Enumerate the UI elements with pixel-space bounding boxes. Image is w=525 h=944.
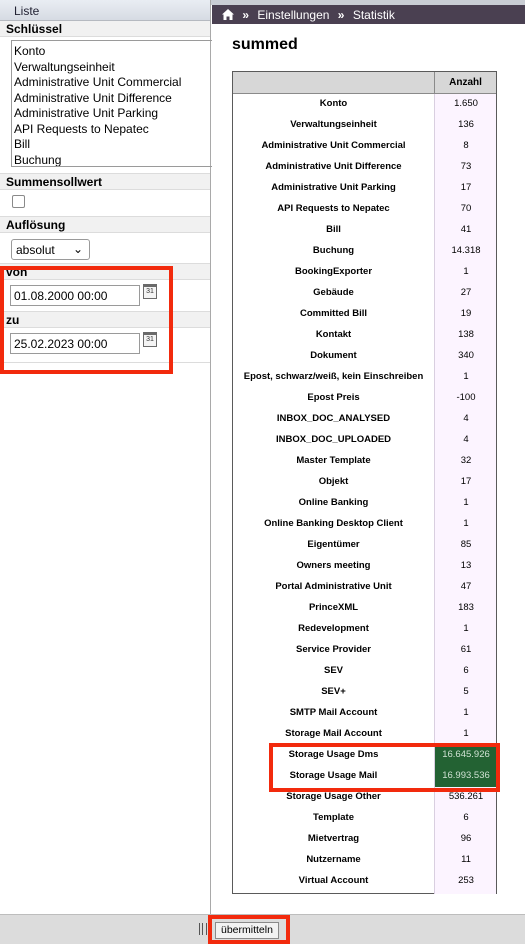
row-value: 536.261 [448,791,484,802]
schluessel-listbox[interactable] [11,40,212,167]
table-row [233,871,496,892]
row-value: 138 [458,329,474,340]
table-row [233,514,496,535]
submit-button[interactable]: übermitteln [215,922,279,939]
table-row [233,745,496,766]
row-value: 61 [460,644,472,655]
row-key: Epost Preis [307,392,360,403]
row-key: Administrative Unit Parking [271,182,396,193]
breadcrumb [212,5,525,24]
listbox-option[interactable]: Konto [14,44,46,58]
row-value: 136 [458,119,474,130]
row-value: 1.650 [454,98,478,109]
row-key: Administrative Unit Difference [265,161,402,172]
table-row [233,241,496,262]
row-value: 1 [463,497,469,508]
row-key: Eigentümer [307,539,360,550]
row-key: SEV+ [321,686,346,697]
listbox-option[interactable]: Bill [14,137,31,151]
von-label: von [0,264,210,280]
von-date-input[interactable]: 01.08.2000 00:00 [10,285,140,306]
row-value: 19 [460,308,472,319]
tab-liste[interactable]: Liste [0,0,210,21]
row-key: Gebäude [313,287,354,298]
table-row [233,388,496,409]
row-key: Administrative Unit Commercial [261,140,406,151]
row-value: 6 [463,812,469,823]
row-value: 16.993.536 [435,766,497,787]
breadcrumb-einstellungen[interactable]: Einstellungen [257,8,330,22]
table-row [233,325,496,346]
row-value: 6 [463,665,469,676]
home-icon[interactable] [222,9,234,20]
zu-date-input[interactable]: 25.02.2023 00:00 [10,333,140,354]
table-row [233,640,496,661]
row-value: 1 [463,371,469,382]
table-row [233,304,496,325]
table-row [233,178,496,199]
table-header [233,72,496,94]
table-row [233,661,496,682]
row-value: 14.318 [451,245,481,256]
table-row [233,157,496,178]
row-key: INBOX_DOC_ANALYSED [276,413,391,424]
row-value: 4 [463,413,469,424]
table-row [233,598,496,619]
row-value: 17 [460,476,472,487]
row-key: Nutzername [306,854,361,865]
table-row [233,262,496,283]
row-value: 17 [460,182,472,193]
table-row [233,850,496,871]
listbox-option[interactable]: API Requests to Nepatec [14,121,149,136]
row-key: BookingExporter [294,266,373,277]
row-key: SMTP Mail Account [289,707,378,718]
row-key: Dokument [310,350,357,361]
table-row [233,703,496,724]
row-key: Objekt [318,476,349,487]
listbox-option[interactable]: Buchung [14,152,62,167]
row-key: SEV [323,665,343,676]
row-value: 85 [460,539,472,550]
zu-date-row [0,328,210,358]
row-key: Online Banking [298,497,369,508]
zu-label: zu [0,312,210,328]
table-row [233,430,496,451]
row-key: Redevelopment [298,623,369,634]
row-key: Template [312,812,354,823]
table-row [233,556,496,577]
table-row [233,724,496,745]
row-key: Storage Usage Dms [288,749,379,760]
summensollwert-checkbox[interactable] [12,195,25,208]
resize-grip-icon[interactable] [199,923,207,935]
table-row [233,346,496,367]
table-row [233,409,496,430]
table-row [233,619,496,640]
table-row [233,136,496,157]
table-row [233,199,496,220]
aufloesung-select[interactable] [11,239,90,260]
breadcrumb-separator: » [242,8,250,22]
row-value: 70 [460,203,472,214]
statistics-table [232,71,497,894]
row-key: Bill [326,224,341,235]
row-key: Portal Administrative Unit [275,581,392,592]
table-row [233,577,496,598]
row-key: Virtual Account [298,875,369,886]
chevron-down-icon: ⌄ [72,242,83,256]
table-row [233,766,496,787]
table-row [233,283,496,304]
row-key: Owners meeting [296,560,371,571]
row-key: Kontakt [315,329,352,340]
row-value: 5 [463,686,469,697]
row-value: 8 [463,140,469,151]
row-value: 340 [458,350,474,361]
table-row [233,682,496,703]
calendar-icon[interactable]: 31 [143,332,157,347]
row-value: 11 [461,854,471,865]
breadcrumb-statistik[interactable]: Statistik [352,8,395,22]
table-body [233,94,496,892]
row-key: Mietvertrag [307,833,360,844]
left-panel [0,0,211,914]
table-row [233,451,496,472]
row-key: INBOX_DOC_UPLOADED [275,434,392,445]
schluessel-label: Schlüssel [0,21,210,37]
listbox-option[interactable]: Verwaltungseinheit [14,59,115,74]
aufloesung-label: Auflösung [0,217,210,233]
row-value: 32 [460,455,472,466]
row-key: Epost, schwarz/weiß, kein Einschreiben [243,371,424,382]
row-value: 183 [458,602,474,613]
row-key: Master Template [296,455,371,466]
row-key: Storage Usage Other [286,791,381,802]
row-value: 73 [460,161,472,172]
row-key: Committed Bill [299,308,368,319]
row-value: 1 [463,623,469,634]
row-value: 253 [458,875,474,886]
row-key: Storage Mail Account [285,728,382,739]
row-value: 4 [463,434,469,445]
table-row [233,808,496,829]
page-title: summed [232,36,298,53]
table-row [233,535,496,556]
table-row [233,829,496,850]
calendar-icon[interactable]: 31 [143,284,157,299]
column-header-anzahl: Anzahl [434,72,496,93]
table-row [233,220,496,241]
table-row [233,115,496,136]
row-value: 41 [460,224,472,235]
row-value: -100 [456,392,476,403]
table-row [233,367,496,388]
bottom-toolbar [0,914,525,944]
von-date-row [0,280,210,310]
listbox-option[interactable]: Administrative Unit Commercial [14,75,182,89]
table-row [233,472,496,493]
row-value: 1 [463,707,469,718]
summensollwert-label: Summensollwert [0,174,210,190]
row-value: 47 [460,581,472,592]
row-key: PrinceXML [308,602,359,613]
row-value: 96 [460,833,472,844]
table-row [233,787,496,808]
table-row [233,493,496,514]
listbox-option[interactable]: Administrative Unit Difference [14,90,172,105]
row-value: 16.645.926 [435,745,497,766]
row-key: Service Provider [296,644,371,655]
row-value: 1 [463,518,469,529]
listbox-option[interactable]: Administrative Unit Parking [14,106,159,120]
row-key: Buchung [312,245,355,256]
row-value: 1 [463,728,469,739]
row-key: API Requests to Nepatec [277,203,390,214]
row-value: 13 [460,560,472,571]
row-value: 1 [463,266,469,277]
row-value: 27 [460,287,472,298]
row-key: Online Banking Desktop Client [264,518,403,529]
breadcrumb-separator: » [337,8,345,22]
row-key: Verwaltungseinheit [290,119,377,130]
row-key: Konto [319,98,348,109]
row-key: Storage Usage Mail [289,770,378,781]
aufloesung-value: absolut [16,243,55,257]
table-row [233,94,496,115]
